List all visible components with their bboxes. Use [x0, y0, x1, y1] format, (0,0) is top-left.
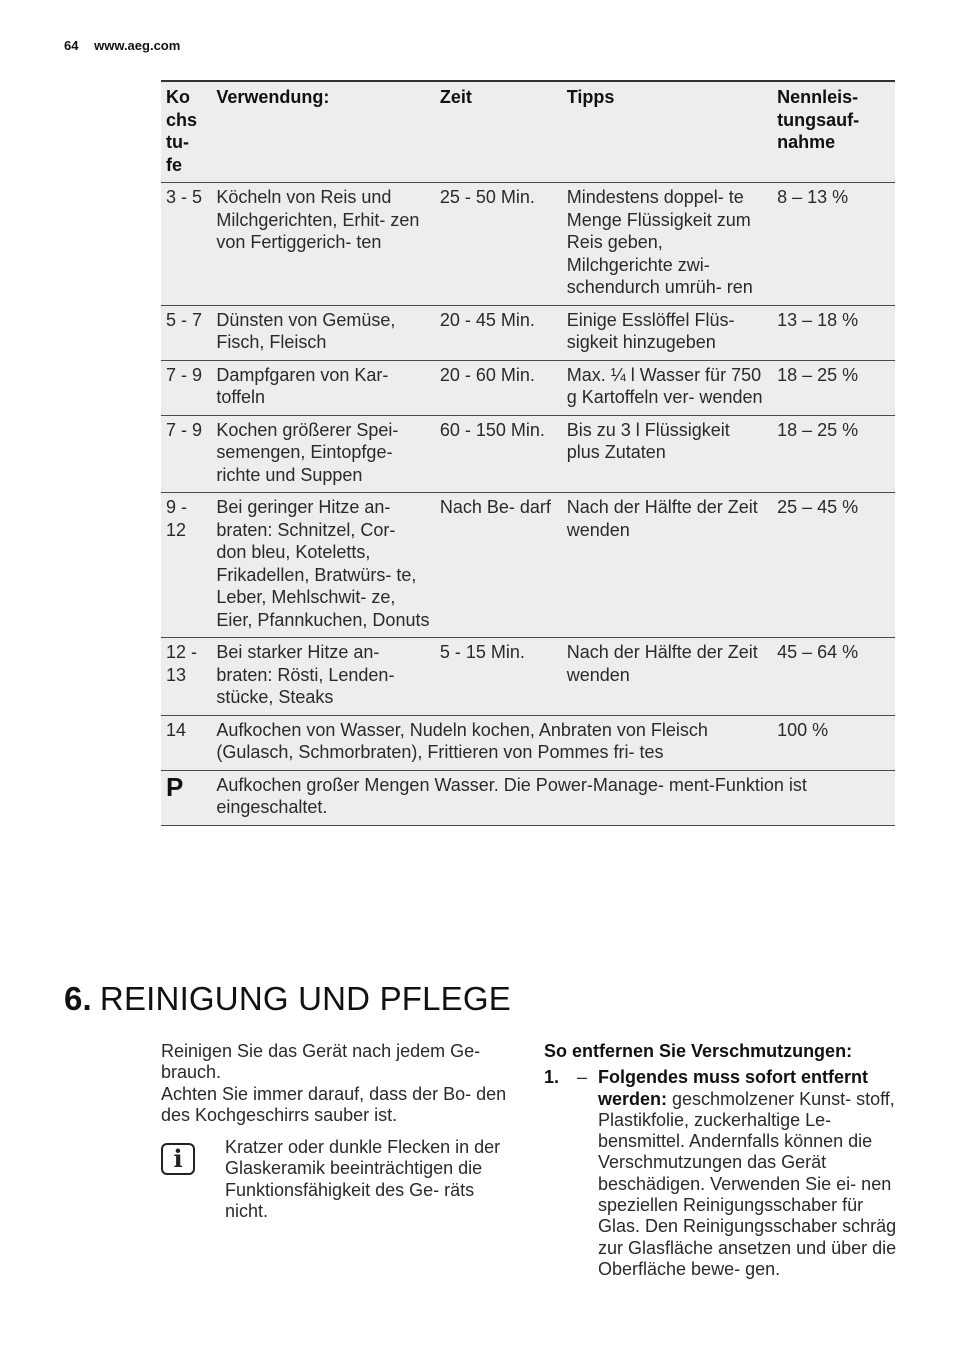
col-header-zeit: Zeit [435, 81, 562, 183]
cooking-table [161, 80, 895, 826]
cell-verwendung: Bei geringer Hitze an- braten: Schnitzel, Cor- don bleu, Koteletts, Frikadellen, Bratwürs- te, Leber, Mehlschwit- ze, Eier, Pfannkuchen, Donuts [211, 493, 435, 638]
table-row [161, 415, 895, 493]
paragraph: Reinigen Sie das Gerät nach jedem Ge- brauch. [161, 1041, 481, 1083]
table-row [161, 638, 895, 716]
cell-leistung: 8 – 13 % [772, 183, 895, 306]
cell-verwendung: Aufkochen von Wasser, Nudeln kochen, Anbraten von Fleisch (Gulasch, Schmorbraten), Frittieren von Pommes fri- tes [211, 715, 772, 770]
cell-stufe: 9 - 12 [161, 493, 211, 638]
cell-leistung: 18 – 25 % [772, 360, 895, 415]
cell-tipps: Max. ¼ l Wasser für 750 g Kartoffeln ver- wenden [562, 360, 772, 415]
step-body-text: geschmolzener Kunst- stoff, Plastikfolie, zuckerhaltige Le- bensmittel. Andernfalls können die Verschmutzungen das Gerät beschädigen. Verwenden Sie ei- nen speziellen Reinigungsschaber für Glas. Den Reinigungsschaber schräg zur Glasfläche ansetzen und über die Oberfläche bewe- gen. [598, 1088, 897, 1279]
page-header [64, 38, 180, 53]
cell-zeit: 20 - 60 Min. [435, 360, 562, 415]
cell-zeit: 20 - 45 Min. [435, 305, 562, 360]
power-level-p: P [166, 771, 184, 802]
cell-verwendung: Aufkochen großer Mengen Wasser. Die Power-Manage- ment-Funktion ist eingeschaltet. [211, 770, 895, 825]
table-row [161, 183, 895, 306]
section-number: 6. [64, 980, 92, 1017]
cell-stufe: 14 [161, 715, 211, 770]
cell-verwendung: Kochen größerer Spei- semengen, Eintopfge- richte und Suppen [211, 415, 435, 493]
info-note-text: Kratzer oder dunkle Flecken in der Glaskeramik beeinträchtigen die Funktionsfähigkeit des Ge- räts nicht. [225, 1137, 501, 1221]
cell-zeit: 60 - 150 Min. [435, 415, 562, 493]
cell-leistung: 13 – 18 % [772, 305, 895, 360]
cell-verwendung: Bei starker Hitze an- braten: Rösti, Lenden- stücke, Steaks [211, 638, 435, 716]
cell-stufe: 3 - 5 [161, 183, 211, 306]
cell-verwendung: Köcheln von Reis und Milchgerichten, Erhit- zen von Fertiggerich- ten [211, 183, 435, 306]
site-url: www.aeg.com [94, 38, 181, 53]
cell-stufe: 5 - 7 [161, 305, 211, 360]
section-title [64, 980, 511, 1018]
cell-stufe: 12 - 13 [161, 638, 211, 716]
cell-leistung: 45 – 64 % [772, 638, 895, 716]
cleaning-heading: So entfernen Sie Verschmutzungen: [544, 1041, 853, 1061]
cell-verwendung: Dünsten von Gemüse, Fisch, Fleisch [211, 305, 435, 360]
cell-tipps: Bis zu 3 l Flüssigkeit plus Zutaten [562, 415, 772, 493]
col-header-tipps: Tipps [562, 81, 772, 183]
table-row-power [161, 770, 895, 825]
page-number: 64 [64, 38, 79, 53]
col-header-stufe: Ko chs tu- fe [161, 81, 211, 183]
cell-tipps: Nach der Hälfte der Zeit wenden [562, 493, 772, 638]
table-row [161, 305, 895, 360]
section-title-text: REINIGUNG UND PFLEGE [99, 980, 511, 1017]
table-row [161, 493, 895, 638]
left-column [161, 1041, 511, 1126]
cell-leistung: 18 – 25 % [772, 415, 895, 493]
col-header-leistung: Nennleis- tungsauf- nahme [772, 81, 895, 183]
step-number: 1. [544, 1067, 560, 1088]
cell-tipps: Nach der Hälfte der Zeit wenden [562, 638, 772, 716]
cell-tipps: Einige Esslöffel Flüs- sigkeit hinzugeben [562, 305, 772, 360]
cell-tipps: Mindestens doppel- te Menge Flüssigkeit zum Reis geben, Milchgerichte zwi- schendurch umrüh- ren [562, 183, 772, 306]
cell-zeit: Nach Be- darf [435, 493, 562, 638]
table-row [161, 360, 895, 415]
step-item [544, 1067, 899, 1280]
cell-stufe-power [161, 770, 211, 825]
dash-bullet: – [577, 1067, 588, 1088]
cell-zeit: 5 - 15 Min. [435, 638, 562, 716]
cell-stufe: 7 - 9 [161, 360, 211, 415]
cell-zeit: 25 - 50 Min. [435, 183, 562, 306]
cell-verwendung: Dampfgaren von Kar- toffeln [211, 360, 435, 415]
cell-stufe: 7 - 9 [161, 415, 211, 493]
right-column [544, 1041, 899, 1280]
cell-leistung: 100 % [772, 715, 895, 770]
col-header-verwendung: Verwendung: [211, 81, 435, 183]
info-note [161, 1137, 511, 1222]
info-icon: i [161, 1143, 195, 1175]
cell-leistung: 25 – 45 % [772, 493, 895, 638]
table-header-row [161, 81, 895, 183]
paragraph: Achten Sie immer darauf, dass der Bo- den des Kochgeschirrs sauber ist. [161, 1083, 507, 1125]
step-bold-text: Folgendes muss sofort entfernt werden: [598, 1067, 869, 1109]
table-row-14 [161, 715, 895, 770]
